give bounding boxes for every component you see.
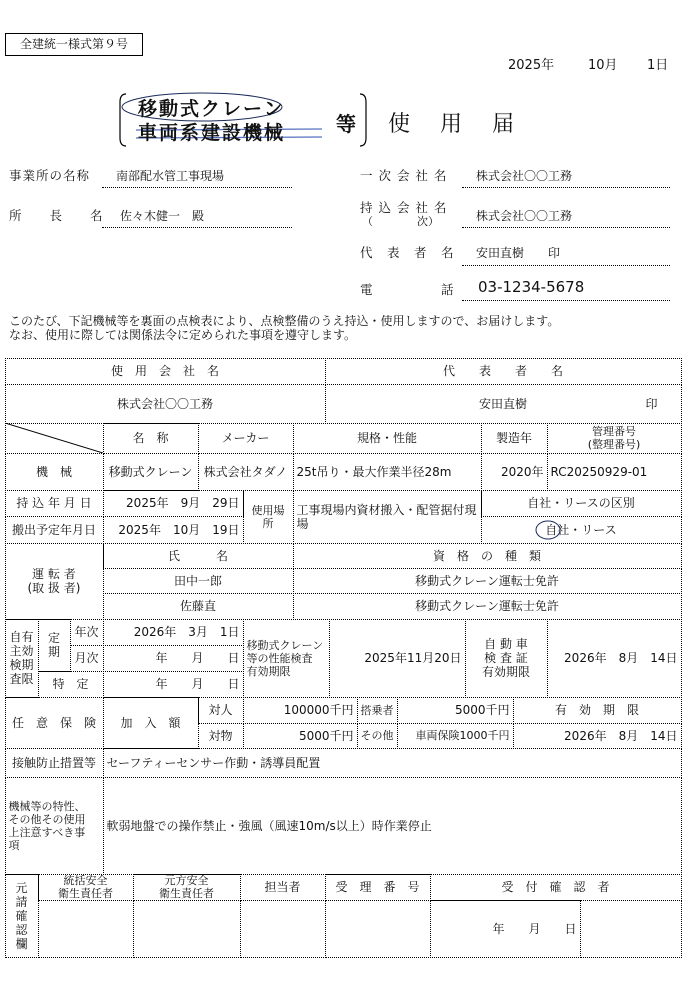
insurance-rider-label: 搭乗者: [357, 697, 398, 724]
header-name: 名 称: [103, 423, 199, 454]
driver-name: 田中一郎: [103, 568, 294, 594]
date-month: 10月: [588, 58, 618, 73]
use-place-value: 工事現場内資材搬入・配管据付現場: [293, 490, 482, 544]
diagonal-line: [5, 423, 103, 453]
receiver-header: 受 付 確 認 者: [430, 874, 682, 901]
date-day: 1日: [647, 58, 669, 73]
user-company-label: 使 用 会 社 名: [5, 358, 326, 385]
self-inspection-label: 自有 主効 検期 査限: [5, 619, 39, 698]
staff-field[interactable]: [240, 900, 326, 958]
periodic-label: 定 期: [38, 619, 71, 672]
general-safety-manager-field[interactable]: [38, 900, 134, 958]
insurance-amount-label: 加 入 額: [103, 697, 199, 749]
rep-label: 代 表 者 名: [360, 245, 455, 260]
machine-spec: 25t吊り・最大作業半径28m: [293, 453, 482, 491]
rep-value: 安田直樹 印: [476, 246, 561, 260]
seal-mark: 印: [645, 396, 658, 411]
vehicle-inspection-date: 2026年 8月 14日: [547, 619, 682, 698]
form-id-box: 全建統一様式第９号: [5, 33, 143, 56]
insurance-label: 任 意 保 険: [5, 697, 104, 749]
contact-prevention-label: 接触防止措置等: [5, 748, 104, 778]
ownership-label: 自社・リースの区別: [481, 490, 682, 517]
receiver-signature-field[interactable]: [580, 900, 682, 958]
general-safety-manager-header: 統括安全 衛生責任者: [38, 874, 134, 901]
title-main: 使 用 届: [388, 112, 519, 137]
chief-underline: [102, 227, 292, 228]
prime-safety-manager-header: 元方安全 衛生責任者: [133, 874, 241, 901]
primary-label: 一 次 会 社 名: [360, 168, 448, 183]
driver-qualification: 移動式クレーン運転士免許: [293, 568, 682, 594]
driver-qualification-header: 資 格 の 種 類: [293, 543, 682, 569]
tel-value: 03-1234-5678: [478, 278, 585, 296]
performance-inspection-label: 移動式クレーン等の性能検査 有効期限: [243, 619, 330, 698]
monthly-inspection-date: 年 月 日: [103, 645, 244, 672]
chief-value: 佐々木健一 殿: [120, 209, 205, 223]
primary-value: 株式会社〇〇工務: [476, 169, 573, 183]
driver-name-header: 氏 名: [103, 543, 294, 569]
receipt-number-field[interactable]: [325, 900, 431, 958]
representative-value: 安田直樹: [325, 384, 682, 424]
header-mgmt-no: 管理番号 (整理番号): [547, 423, 682, 454]
header-spec: 規格・性能: [293, 423, 482, 454]
vehicle-inspection-label: 自 動 車 検 査 証 有効期限: [465, 619, 548, 698]
driver-label: 運 転 者 (取 扱 者): [5, 543, 104, 620]
precautions-label: 機械等の特性、 その他その使用 上注意すべき事 項: [5, 777, 104, 875]
staff-header: 担当者: [240, 874, 326, 901]
machine-mgmt-no: RC20250929-01: [547, 453, 682, 491]
prime-safety-manager-field[interactable]: [133, 900, 241, 958]
precautions-value: 軟弱地盤での操作禁止・強風（風速10m/s以上）時作業停止: [103, 777, 682, 875]
own-company-circle: [534, 519, 564, 541]
insurance-property-label: 対物: [198, 723, 244, 749]
ownership-value: 自社・リース: [481, 516, 682, 544]
rep-underline: [462, 265, 670, 266]
representative-label: 代 表 者 名: [325, 358, 682, 385]
machine-label: 機 械: [5, 453, 104, 491]
bring-value: 株式会社〇〇工務: [476, 209, 573, 223]
insurance-rider-value: 5000千円: [397, 697, 514, 724]
insurance-person-value: 100000千円: [243, 697, 358, 724]
insurance-expiry-label: 有 効 期 限: [513, 697, 682, 724]
tel-label: 電 話: [360, 282, 455, 297]
driver-qualification: 移動式クレーン運転士免許: [293, 593, 682, 620]
title-option-selected: 移動式クレーン: [138, 98, 285, 120]
monthly-label: 月次: [70, 645, 104, 672]
bring-in-date-label: 持 込 年 月 日: [5, 490, 104, 517]
user-company-value: 株式会社〇〇工務: [5, 384, 326, 424]
notice-line-1: このたび、下記機械等を裏面の点検表により、点検整備のうえ持込・使用しますので、お届けします。: [9, 314, 560, 328]
machine-name: 移動式クレーン: [103, 453, 199, 491]
insurance-person-label: 対人: [198, 697, 244, 724]
date-year: 2025年: [508, 58, 555, 73]
annual-inspection-date: 2026年 3月 1日: [103, 619, 244, 646]
notice-line-2: なお、使用に際しては関係法令に定められた事項を遵守します。: [9, 328, 357, 342]
insurance-expiry-date: 2026年 8月 14日: [513, 723, 682, 749]
use-place-label: 使用場所: [243, 490, 294, 544]
machine-year: 2020年: [481, 453, 548, 491]
title-option-struck: 車両系建設機械: [138, 122, 286, 144]
insurance-other-value: 車両保険1000千円: [397, 723, 514, 749]
bring-underline: [462, 227, 670, 228]
receipt-number-header: 受 理 番 号: [325, 874, 431, 901]
header-maker: メーカー: [198, 423, 294, 454]
bring-sub-label: （ 次）: [362, 215, 439, 228]
receiver-date: 年 月 日: [430, 900, 581, 958]
carry-out-date-label: 搬出予定年月日: [5, 516, 104, 544]
annual-label: 年次: [70, 619, 104, 646]
insurance-other-label: その他: [357, 723, 398, 749]
title-suffix: 等: [336, 112, 358, 136]
primary-underline: [462, 187, 670, 188]
bring-in-date: 2025年 9月 29日: [103, 490, 244, 517]
bring-label: 持 込 会 社 名: [360, 200, 448, 215]
tel-underline: [462, 300, 670, 301]
special-label: 特 定: [38, 671, 104, 698]
insurance-property-value: 5000千円: [243, 723, 358, 749]
header-year: 製造年: [481, 423, 548, 454]
machine-maker: 株式会社タダノ: [198, 453, 294, 491]
office-underline: [102, 187, 292, 188]
carry-out-date: 2025年 10月 19日: [103, 516, 244, 544]
special-inspection-date: 年 月 日: [103, 671, 244, 698]
performance-inspection-date: 2025年11月20日: [329, 619, 466, 698]
driver-name: 佐藤直: [103, 593, 294, 620]
contact-prevention-value: セーフティーセンサー作動・誘導員配置: [103, 748, 682, 778]
chief-label: 所 長 名: [9, 208, 104, 223]
prime-confirmation-label: 元 請 確 認 欄: [5, 874, 39, 958]
office-label: 事業所の名称: [9, 168, 91, 183]
office-value: 南部配水管工事現場: [116, 169, 225, 183]
